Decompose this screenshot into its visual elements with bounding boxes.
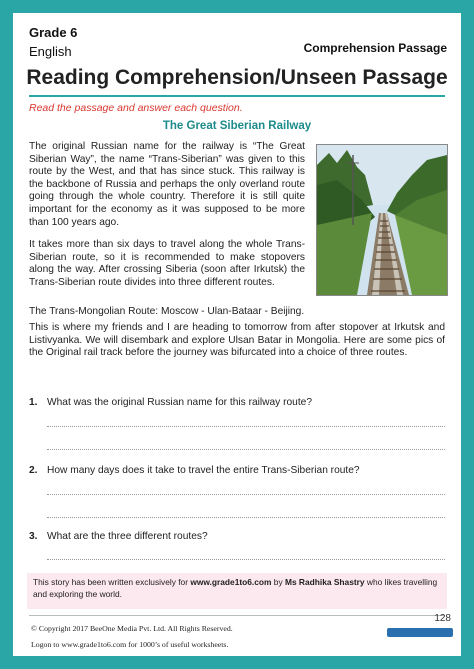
page-title: Reading Comprehension/Unseen Passage [26, 66, 448, 89]
question-number: 3. [29, 531, 38, 542]
category-label: Comprehension Passage [303, 41, 447, 55]
credit-author: Ms Radhika Shastry [284, 577, 365, 587]
answer-line[interactable] [47, 426, 445, 427]
credit-site-link[interactable]: www.grade1to6.com [190, 577, 272, 587]
question-number: 1. [29, 397, 38, 408]
page-number: 128 [434, 613, 451, 624]
footer-divider [29, 615, 445, 616]
logon-text: Logon to www.grade1to6.com for 1000’s of useful worksheets. [31, 640, 229, 649]
answer-line[interactable] [47, 559, 445, 560]
railway-track-photo [316, 144, 448, 296]
credit-suffix: who likes travelling and exploring the world. [33, 577, 438, 599]
question-text: What are the three different routes? [47, 531, 208, 542]
author-credit [27, 573, 447, 609]
answer-line[interactable] [47, 517, 445, 518]
subject-label: English [29, 44, 72, 59]
credit-prefix: This story has been written exclusively for [33, 577, 191, 587]
question-text: How many days does it take to travel the entire Trans-Siberian route? [47, 465, 360, 476]
copyright-text: © Copyright 2017 BeeOne Media Pvt. Ltd. All Rights Reserved. [31, 624, 233, 633]
question-text: What was the original Russian name for this railway route? [47, 397, 312, 408]
title-divider [29, 95, 445, 97]
passage-paragraph-2: It takes more than six days to travel along the whole Trans-Siberian route, so it is recommended to make stopovers along the way. After crossing Siberia (soon after Irkutsk) the Trans-Siberian route divides into three different routes. [29, 239, 305, 288]
passage-title: The Great Siberian Railway [162, 120, 312, 132]
answer-line[interactable] [47, 449, 445, 450]
question-number: 2. [29, 465, 38, 476]
instruction-text: Read the passage and answer each question. [29, 102, 243, 114]
answer-line[interactable] [47, 494, 445, 495]
passage-paragraph-1: The original Russian name for the railway is “The Great Siberian Way”, the name “Trans-Siberian” was given to this route by the West, and that has since stuck. This railway is the backbone of Russia and perhaps the only overland route going through the whole country. Therefore it is still quite important for the economy as it was supposed to be more than 100 years ago. [29, 141, 305, 228]
grade-label: Grade 6 [29, 25, 78, 40]
worksheet-page [13, 13, 461, 656]
credit-by: by [271, 577, 285, 587]
passage-paragraph-4: This is where my friends and I are heading to tomorrow from after stopover at Irkutsk and Listivyanka. We will disembark and explore Ulsan Batar in Mongolia. Here are some pics of the Original rail track before the journey was bifurcated into a choice of three routes. [29, 322, 445, 359]
passage-paragraph-3: The Trans-Mongolian Route: Moscow - Ulan-Bataar - Beijing. [29, 306, 305, 317]
grade1to6-logo-icon [387, 628, 453, 637]
